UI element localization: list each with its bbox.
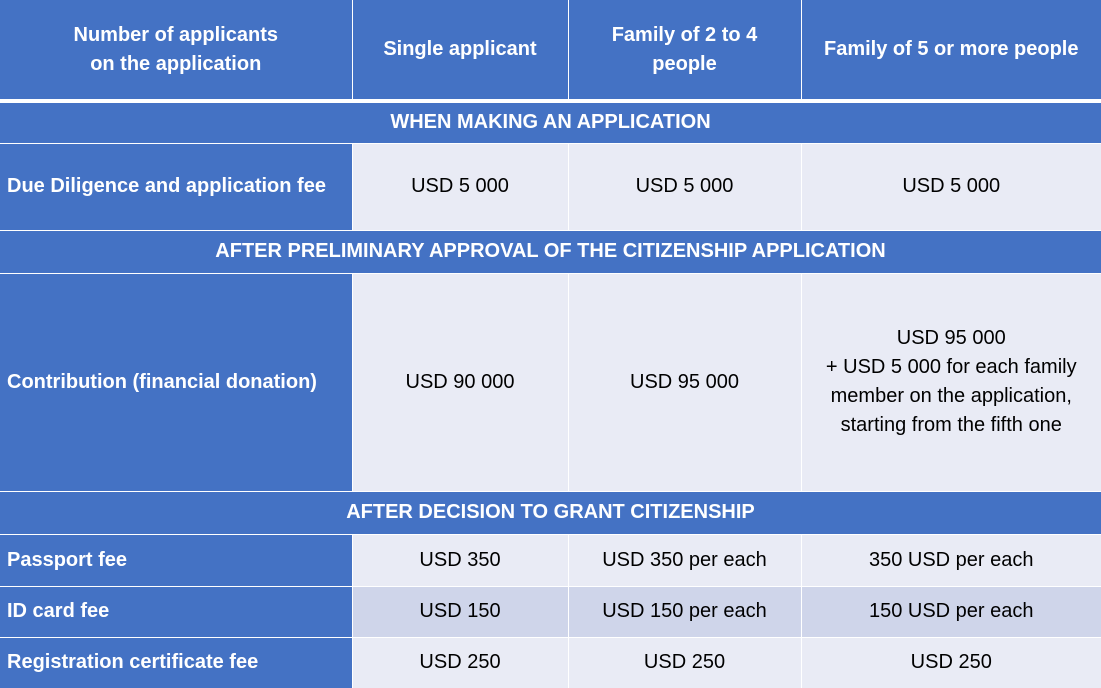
due-diligence-single: USD 5 000 <box>352 143 568 230</box>
row-label-contribution: Contribution (financial donation) <box>0 273 352 491</box>
id-card-family-2-4: USD 150 per each <box>568 586 801 637</box>
section-row-preliminary <box>0 230 1101 273</box>
section-preliminary: AFTER PRELIMINARY APPROVAL OF THE CITIZENSHIP APPLICATION <box>0 230 1101 273</box>
row-label-passport: Passport fee <box>0 534 352 586</box>
due-diligence-family-2-4: USD 5 000 <box>568 143 801 230</box>
row-label-id-card: ID card fee <box>0 586 352 637</box>
row-label-due-diligence: Due Diligence and application fee <box>0 143 352 230</box>
table-row <box>0 143 1101 230</box>
table-row <box>0 586 1101 637</box>
contribution-family-5-plus-line3: member on the application, <box>830 385 1072 407</box>
contribution-family-5-plus-line4: starting from the fifth one <box>840 414 1062 436</box>
section-decision: AFTER DECISION TO GRANT CITIZENSHIP <box>0 491 1101 534</box>
id-card-single: USD 150 <box>352 586 568 637</box>
passport-family-2-4: USD 350 per each <box>568 534 801 586</box>
registration-single: USD 250 <box>352 637 568 688</box>
section-application: WHEN MAKING AN APPLICATION <box>0 101 1101 143</box>
header-applicants-line2: on the application <box>90 52 262 75</box>
table-row <box>0 637 1101 688</box>
header-applicants-line1: Number of applicants <box>73 23 278 46</box>
row-label-registration: Registration certificate fee <box>0 637 352 688</box>
header-row <box>0 0 1101 101</box>
contribution-family-5-plus-line2: + USD 5 000 for each family <box>825 356 1077 378</box>
header-applicants <box>0 0 352 101</box>
section-row-decision <box>0 491 1101 534</box>
contribution-single: USD 90 000 <box>352 273 568 491</box>
header-single: Single applicant <box>352 0 568 101</box>
registration-family-5-plus: USD 250 <box>801 637 1101 688</box>
passport-family-5-plus: 350 USD per each <box>801 534 1101 586</box>
passport-single: USD 350 <box>352 534 568 586</box>
header-family-2-4-line2: people <box>652 52 717 75</box>
table-row <box>0 273 1101 491</box>
section-row-application <box>0 101 1101 143</box>
header-family-5-plus: Family of 5 or more people <box>801 0 1101 101</box>
id-card-family-5-plus: 150 USD per each <box>801 586 1101 637</box>
header-family-2-4 <box>568 0 801 101</box>
header-family-2-4-line1: Family of 2 to 4 <box>611 23 758 46</box>
contribution-family-5-plus <box>801 273 1101 491</box>
table-row <box>0 534 1101 586</box>
due-diligence-family-5-plus: USD 5 000 <box>801 143 1101 230</box>
contribution-family-5-plus-line1: USD 95 000 <box>896 327 1006 349</box>
contribution-family-2-4: USD 95 000 <box>568 273 801 491</box>
registration-family-2-4: USD 250 <box>568 637 801 688</box>
